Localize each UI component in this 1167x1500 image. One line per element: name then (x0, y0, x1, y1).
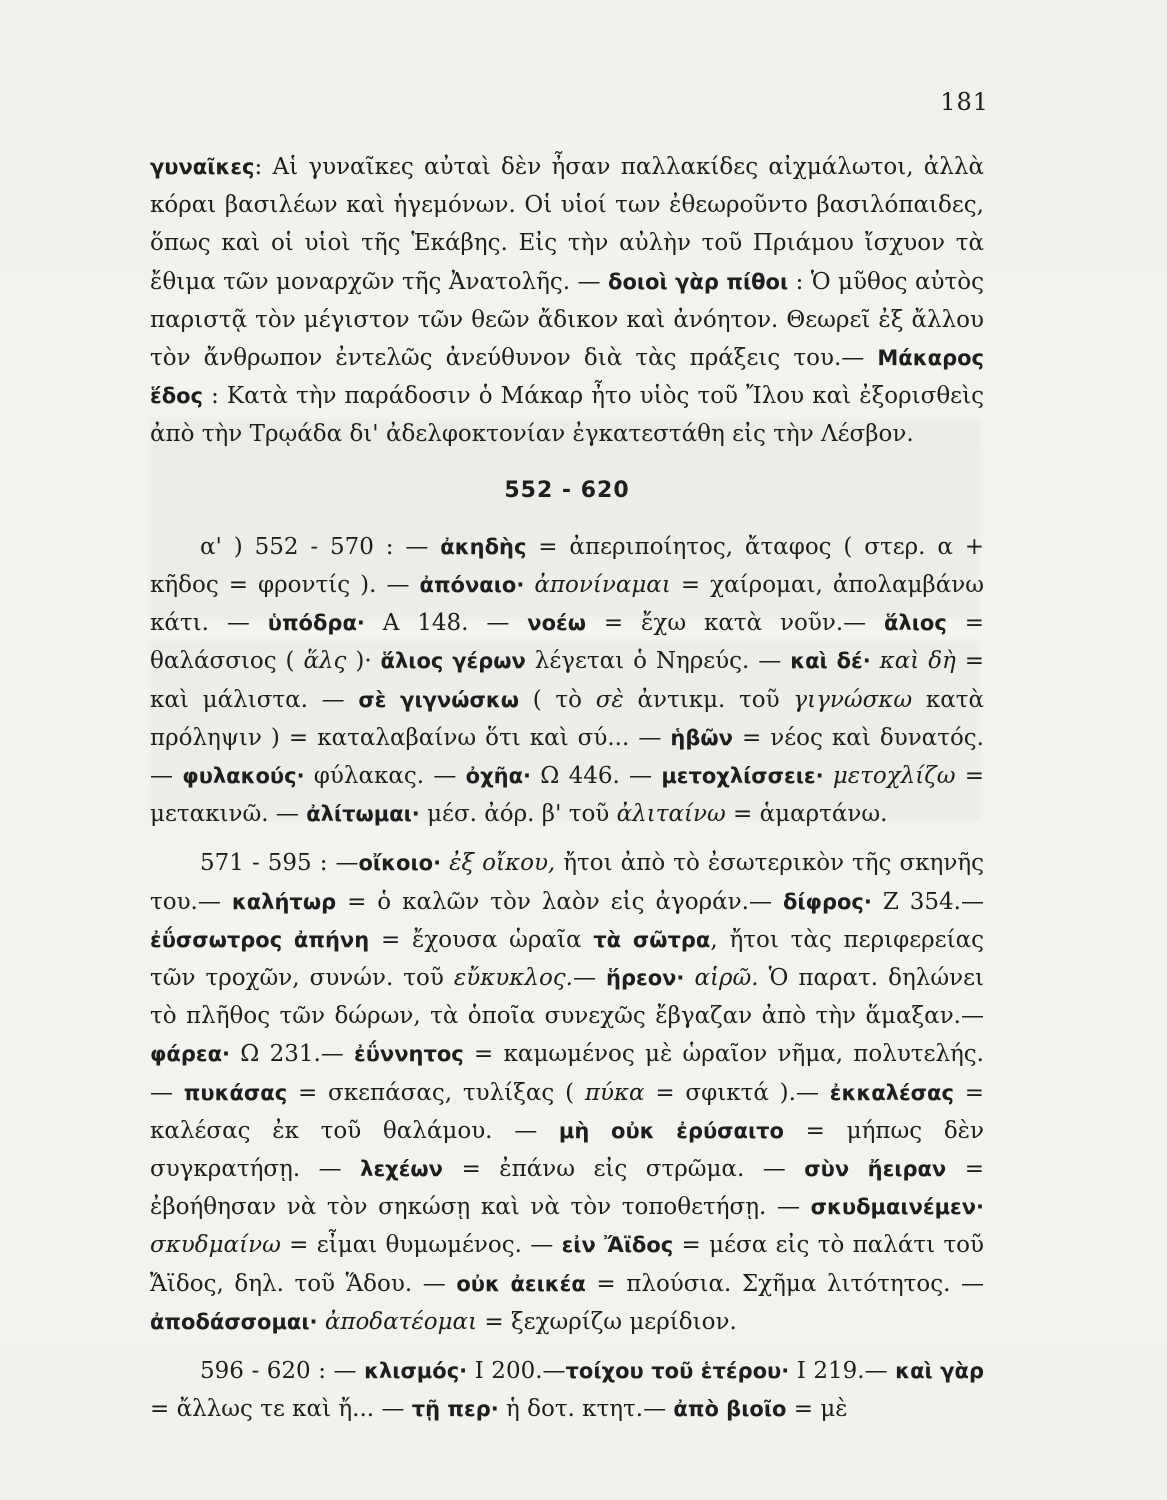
gloss-text: Ι 219.— (789, 1358, 896, 1385)
gloss-text: μέσ. ἀόρ. β' τοῦ (419, 801, 617, 828)
gloss-text: : Ὁ μῦθος αὐτὸς παριστᾷ τὸν μέγιστον τῶν θεῶν ἄδικον καὶ ἀνόητον. Θεωρεῖ ἐξ ἄλλου τὸν ἄνθρωπον ἐντελῶς ἀνεύθυνον διὰ τὰς πράξεις του.— (150, 268, 984, 372)
gloss-text: κατὰ πρόληψιν ) = καταλαβαίνω ὅτι καὶ σύ... — (150, 686, 984, 751)
gloss-text: : Αἱ γυναῖκες αὐταὶ δὲν ἦσαν παλλακίδες αἰχμάλωτοι, ἀλλὰ κόραι βασιλέων καὶ ἡγεμόνων. Οἱ υἱοί των ἐθεωροῦντο βασιλόπαιδες, ὅπως καὶ οἱ υἱοὶ τῆς Ἑκάβης. Εἰς τὴν αὐλὴν τοῦ Πριάμου ἴσχυον τὰ ἔθιμα τῶν μοναρχῶν τῆς Ἀνατολῆς. — (150, 154, 984, 295)
gloss-text: = νέος καὶ δυνατός.— (150, 724, 984, 790)
gloss-text: ἤτοι ἀπὸ τὸ ἐσωτερικὸν τῆς σκηνῆς του.— (150, 850, 984, 915)
gloss-text: = ὁ καλῶν τὸν λαὸν εἰς ἀγοράν.— (336, 888, 783, 915)
lemma: μετοχλίσσειε· (661, 764, 824, 789)
gloss-text: Α 148. — (364, 610, 528, 637)
lemma: σὲ γιγνώσκω (358, 687, 520, 712)
italic-term: εὔκυκλος. (453, 965, 573, 992)
lemma: καὶ γὰρ (895, 1359, 984, 1384)
italic-term: ἀποδατέομαι (324, 1308, 478, 1335)
gloss-text: φύλακας. — (304, 763, 466, 790)
italic-term: ἀπονίναμαι (534, 572, 671, 599)
lemma: ἀλίτωμαι· (306, 802, 420, 827)
italic-term: γιγνώσκω (793, 686, 913, 713)
italic-term: καὶ δὴ (879, 648, 956, 675)
gloss-text: = σκεπάσας, τυλίξας ( (287, 1079, 585, 1106)
gloss-text: Ζ 354.— (871, 888, 984, 915)
gloss-text: : Κατὰ τὴν παράδοσιν ὁ Μάκαρ ἦτο υἱὸς τοῦ Ἴλου καὶ ἐξορισθεὶς ἀπὸ τὴν Τρῳάδα δι' ἀδελφοκτονίαν ἐγκατεστάθη εἰς τὴν Λέσβον. (150, 383, 984, 448)
lemma: ἐκκαλέσας (829, 1080, 954, 1105)
spacer (824, 763, 833, 789)
lemma: Μάκαρος ἕδος (150, 346, 984, 409)
lemma: δοιοὶ γὰρ πίθοι (608, 269, 789, 294)
lemma: φάρεα· (150, 1042, 230, 1067)
gloss-text: = σφικτά ).— (644, 1079, 830, 1106)
lemma: νοέω (527, 611, 586, 636)
paragraph-596-620 (150, 1352, 984, 1428)
lemma: ἐΰσσωτρος ἀπήνη (150, 927, 370, 952)
italic-term: σκυδμαίνω (150, 1232, 281, 1259)
section-heading: 552 - 620 (504, 477, 630, 503)
lemma: ἐΰννητος (354, 1042, 464, 1067)
spacer (441, 850, 449, 876)
lemma: καλήτωρ (231, 889, 337, 914)
lemma: ἡβῶν (670, 725, 733, 750)
gloss-text: Ὁ παρατ. δηλώνει τὸ πλῆθος τῶν δώρων, τὰ ὁποῖα συνεχῶς ἔβγαζαν ἀπὸ τὴν ἅμαξαν.— (150, 965, 985, 1030)
gloss-text: = εἶμαι θυμωμένος. — (280, 1232, 562, 1259)
italic-term: σὲ (595, 686, 624, 713)
gloss-text: = πλούσια. Σχῆμα λιτότητος. — (585, 1270, 984, 1297)
gloss-text: = χαίρομαι, ἀπολαμβάνω κάτι. — (150, 572, 984, 637)
gloss-text: , ἤτοι τὰς περιφερείας τῶν τροχῶν, συνών. τοῦ (150, 926, 985, 992)
spacer (318, 1309, 325, 1335)
gloss-text: λέγεται ὁ Νηρεύς. — (525, 648, 791, 675)
line-range: 571 - 595 : — (200, 850, 359, 877)
commentary-text (150, 148, 984, 1429)
gloss-text: = ἔχουσα ὡραῖα (369, 926, 594, 953)
lemma: ἀκηδὴς (440, 534, 527, 559)
spacer (871, 648, 880, 674)
gloss-text: = θαλάσσιος ( (150, 610, 984, 675)
gloss-text: = ἐπάνω εἰς στρῶμα. — (442, 1156, 805, 1183)
gloss-text: = ξεχωρίζω μερίδιον. (477, 1308, 737, 1335)
lemma: ὑπόδρα· (267, 611, 365, 636)
italic-term: μετοχλίζω (832, 763, 956, 790)
italic-term: πύκα (584, 1079, 645, 1106)
lemma: ἀποδάσσομαι· (150, 1309, 318, 1334)
gloss-text: = μέσα εἰς τὸ παλάτι τοῦ Ἄϊδος, δηλ. τοῦ Ἅδου. — (150, 1232, 984, 1297)
page-number: 181 (940, 88, 989, 116)
lemma: ἀπὸ βιοῖο (673, 1397, 787, 1422)
lemma: λεχέων (360, 1157, 443, 1182)
gloss-text: = καὶ μάλιστα. — (150, 648, 985, 713)
italic-term: ἀλιταίνω (616, 801, 726, 828)
italic-term: αἱρῶ. (694, 965, 759, 992)
lemma: σὺν ἤειραν (804, 1157, 947, 1182)
gloss-text: Ω 231.— (229, 1041, 355, 1068)
lemma: ἥρεον· (606, 966, 685, 991)
gloss-text: Ω 446. — (530, 763, 662, 790)
paragraph-571-595 (150, 844, 984, 1341)
gloss-text: = ἀπεριποίητος, ἄταφος ( στερ. α + κῆδος = φροντίς ). — (150, 533, 984, 599)
lemma: σκυδμαινέμεν· (810, 1195, 984, 1220)
gloss-text: = μήπως δὲν συγκρατήσῃ. — (150, 1117, 984, 1183)
lemma: ἅλιος (884, 611, 947, 636)
lemma: δίφρος· (782, 889, 872, 914)
lemma: οἴκοιο· (358, 851, 442, 876)
lemma: καὶ δέ· (790, 649, 871, 674)
lemma: τοίχου τοῦ ἑτέρου· (565, 1359, 790, 1384)
gloss-text: Ι 200.— (467, 1358, 566, 1385)
gloss-text: — (572, 965, 607, 992)
line-range: α' ) 552 - 570 : — (200, 533, 441, 560)
gloss-text: ἀντικμ. τοῦ (623, 686, 794, 713)
paragraph-gynaikes (150, 148, 984, 454)
lemma: γυναῖκες (150, 155, 255, 179)
lemma: οὐκ ἀεικέα (456, 1271, 586, 1296)
gloss-text: = ἔχω κατὰ νοῦν.— (585, 610, 885, 637)
gloss-text: = ἁμαρτάνω. (725, 801, 888, 828)
lemma: πυκάσας (183, 1080, 288, 1105)
gloss-text: = καμωμένος μὲ ὡραῖον νῆμα, πολυτελής. — (150, 1041, 984, 1106)
lemma: μὴ οὐκ ἐρύσαιτο (558, 1118, 784, 1143)
gloss-text: )· (346, 648, 381, 675)
lemma: εἰν Ἄϊδος (561, 1233, 674, 1258)
italic-term: ἐξ οἴκου, (449, 850, 556, 877)
lemma: ὀχῆα· (465, 764, 531, 789)
lemma: ἅλιος γέρων (380, 649, 526, 674)
gloss-text: = ἄλλως τε καὶ ἤ... — (150, 1396, 412, 1423)
lemma: ἀπόναιο· (419, 573, 525, 598)
lemma: τῇ περ· (411, 1397, 499, 1422)
spacer (684, 965, 694, 991)
gloss-text: ἡ δοτ. κτητ.— (498, 1396, 674, 1423)
gloss-text: ( τὸ (519, 686, 596, 713)
lemma: κλισμός· (364, 1359, 468, 1384)
gloss-text: = ἐβοήθησαν νὰ τὸν σηκώσῃ καὶ νὰ τὸν τοποθετήσῃ. — (150, 1156, 984, 1221)
paragraph-552-570 (150, 528, 984, 834)
line-range: 596 - 620 : — (200, 1358, 365, 1385)
spacer (524, 572, 534, 598)
lemma: τὰ σῶτρα (593, 927, 711, 952)
italic-term: ἅλς (303, 648, 347, 675)
lemma: φυλακούς· (182, 764, 305, 789)
gloss-text: = μετακινῶ. — (150, 763, 984, 828)
gloss-text: = μὲ (786, 1396, 848, 1423)
gloss-text: = καλέσας ἐκ τοῦ θαλάμου. — (150, 1079, 984, 1144)
